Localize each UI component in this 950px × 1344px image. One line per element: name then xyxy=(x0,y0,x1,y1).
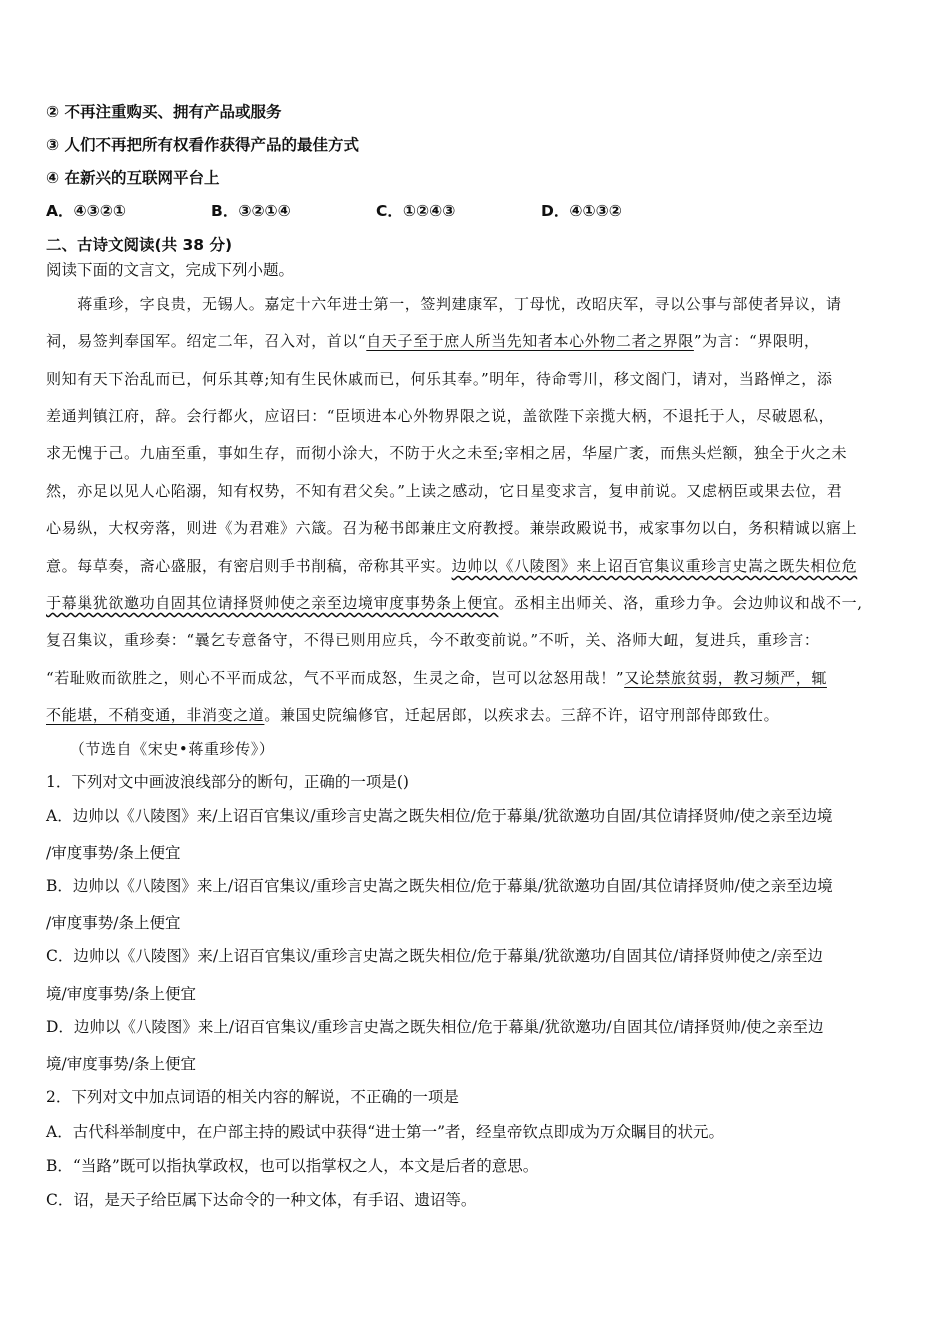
passage-line: 复召集议，重珍奏：“曩乞专意备守，不得已则用应兵，今不敢变前说。”不听，关、洛师大衄，复进兵，重珍言： xyxy=(46,631,820,649)
choice-a[interactable]: A．边帅以《八陵图》来/上诏百官集议/重珍言史嵩之既失相位/危于幕巢/犹欲邀功自固/其位请择贤帅/使之亲至边境 xyxy=(46,807,833,825)
passage-line: 差通判镇江府，辞。会行都火，应诏曰：“臣顷进本心外物界限之说，盖欲陛下亲揽大柄，不退托于人，尽破恩私， xyxy=(46,407,835,425)
choice-a-cont: /审度事势/条上便宜 xyxy=(46,844,181,862)
answer-options xyxy=(46,201,706,221)
choice-d[interactable]: D．边帅以《八陵图》来上/诏百官集议/重珍言史嵩之既失相位/危于幕巢/犹欲邀功/自固其位/请择贤帅/使之亲至边 xyxy=(46,1018,824,1036)
choice-a[interactable]: A．古代科举制度中，在户部主持的殿试中获得“进士第一”者，经皇帝钦点即成为万众瞩目的状元。 xyxy=(46,1123,725,1141)
instruction: 阅读下面的文言文，完成下列小题。 xyxy=(46,261,295,279)
passage-line: 祠，易签判奉国军。绍定二年，召入对，首以“自天子至于庶人所当先知者本心外物二者之界限”为言：“界限明， xyxy=(46,332,820,350)
choice-b[interactable]: B．“当路”既可以指执掌政权，也可以指掌权之人，本文是后者的意思。 xyxy=(46,1157,539,1175)
underlined-text: 自天子至于庶人所当先知者本心外物二者之界限 xyxy=(366,332,694,350)
list-item: ④ 在新兴的互联网平台上 xyxy=(46,169,220,187)
passage-source: （节选自《宋史•蒋重珍传》） xyxy=(46,740,275,758)
section-title: 二、古诗文阅读(共 38 分) xyxy=(46,236,233,254)
passage-line: “若耻败而欲胜之，则心不平而成忿，气不平而成怒，生灵之命，岂可以忿怒用哉！”又论禁旅贫弱，教习频严，辄 xyxy=(46,669,827,687)
passage-line: 则知有天下治乱而已，何乐其尊;知有生民休戚而已，何乐其奉。”明年，待命雩川，移文阁门，请对，当路惮之，添 xyxy=(46,370,833,388)
choice-b[interactable]: B．边帅以《八陵图》来上/诏百官集议/重珍言史嵩之既失相位/危于幕巢/犹欲邀功自固/其位请择贤帅/使之亲至边境 xyxy=(46,877,833,895)
question-stem: 1．下列对文中画波浪线部分的断句，正确的一项是() xyxy=(46,773,409,791)
choice-c-cont: 境/审度事势/条上便宜 xyxy=(46,985,196,1003)
question-stem: 2．下列对文中加点词语的相关内容的解说，不正确的一项是 xyxy=(46,1088,459,1106)
passage-line: 不能堪，不稍变通，非消变之道。兼国史院编修官，迁起居郎，以疾求去。三辞不许，诏守刑部侍郎致仕。 xyxy=(46,706,780,724)
underlined-text: 不能堪，不稍变通，非消变之道 xyxy=(46,706,265,724)
passage-line: 然，亦足以见人心陷溺，知有权势，不知有君父矣。”上读之感动，它日星变求言，复申前说。又虑柄臣或果去位，君 xyxy=(46,482,843,500)
choice-c[interactable]: C．边帅以《八陵图》来/上诏百官集议/重珍言史嵩之既失相位/危于幕巢/犹欲邀功/自固其位/请择贤帅使之/亲至边 xyxy=(46,947,823,965)
passage-line: 意。每草奏，斋心盛服，有密启则手书削稿，帝称其平实。边帅以《八陵图》来上诏百官集议重珍言史嵩之既失相位危 xyxy=(46,557,858,575)
choice-b-cont: /审度事势/条上便宜 xyxy=(46,914,181,932)
passage-line: 于幕巢犹欲邀功自固其位请择贤帅使之亲至边境审度事势条上便宜。丞相主出师关、洛，重珍力争。会边帅议和战不一, xyxy=(46,594,863,612)
choice-c[interactable]: C．诏，是天子给臣属下达命令的一种文体，有手诏、遗诏等。 xyxy=(46,1191,477,1209)
underlined-text: 又论禁旅贫弱，教习频严，辄 xyxy=(624,669,827,687)
wavy-underlined-text: 于幕巢犹欲邀功自固其位请择贤帅使之亲至边境审度事势条上便宜 xyxy=(46,594,499,612)
passage-line: 蒋重珍，字良贵，无锡人。嘉定十六年进士第一，签判建康军，丁母忧，改昭庆军，寻以公事与部使者异议，请 xyxy=(46,295,842,313)
list-item: ② 不再注重购买、拥有产品或服务 xyxy=(46,103,282,121)
choice-d-cont: 境/审度事势/条上便宜 xyxy=(46,1055,196,1073)
option-c[interactable]: C．①②④③ xyxy=(376,202,456,220)
list-item: ③ 人们不再把所有权看作获得产品的最佳方式 xyxy=(46,136,360,154)
passage-line: 求无愧于己。九庙至重，事如生存，而彻小涂大，不防于火之未至;宰相之居，华屋广袤，而焦头烂额，独全于火之未 xyxy=(46,444,848,462)
passage-line: 心易纵，大权旁落，则进《为君难》六箴。召为秘书郎兼庄文府教授。兼崇政殿说书，戒家事勿以白，务积精诚以寤上 xyxy=(46,519,858,537)
option-a[interactable]: A．④③②① xyxy=(46,202,126,220)
option-b[interactable]: B．③②①④ xyxy=(211,202,291,220)
option-d[interactable]: D．④①③② xyxy=(541,202,622,220)
wavy-underlined-text: 边帅以《八陵图》来上诏百官集议重珍言史嵩之既失相位危 xyxy=(451,557,858,575)
